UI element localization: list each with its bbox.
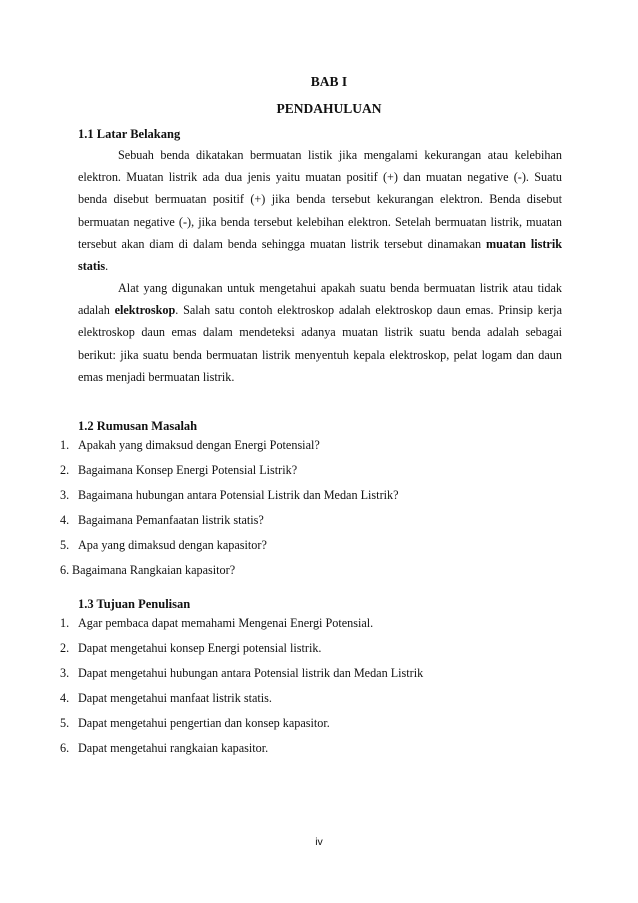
list-item-text: Bagaimana Rangkaian kapasitor? bbox=[72, 563, 236, 577]
bold-term: muatan listrik statis bbox=[78, 236, 562, 274]
list-item-number: 2. bbox=[60, 463, 70, 477]
section-heading-latar-belakang: 1.1 Latar Belakang bbox=[78, 127, 181, 141]
chapter-label: BAB I bbox=[310, 74, 348, 89]
list-item-text: Bagaimana Konsep Energi Potensial Listrik? bbox=[78, 463, 298, 477]
bold-term: elektroskop bbox=[114, 303, 176, 318]
list-item-text: Bagaimana hubungan antara Potensial Listrik dan Medan Listrik? bbox=[78, 488, 399, 502]
list-item-number: 4. bbox=[60, 513, 70, 527]
list-item-number: 4. bbox=[60, 691, 70, 705]
list-item-text: Apakah yang dimaksud dengan Energi Potensial? bbox=[78, 438, 320, 452]
list-item-number: 1. bbox=[60, 616, 70, 630]
list-item-number: 3. bbox=[60, 666, 70, 680]
list-item-number: 6. bbox=[60, 563, 70, 577]
paragraph-1 bbox=[78, 144, 562, 277]
section-heading-tujuan-penulisan: 1.3 Tujuan Penulisan bbox=[78, 597, 191, 611]
paragraph-2 bbox=[78, 277, 562, 388]
section-heading-rumusan-masalah: 1.2 Rumusan Masalah bbox=[78, 419, 198, 433]
list-item-text: Dapat mengetahui konsep Energi potensial listrik. bbox=[78, 641, 322, 655]
paragraph-text: Alat yang digunakan untuk mengetahui apakah suatu benda bermuatan listrik atau tidak adalah bbox=[78, 281, 562, 318]
list-item-text: Apa yang dimaksud dengan kapasitor? bbox=[78, 538, 267, 552]
list-item-text: Dapat mengetahui manfaat listrik statis. bbox=[78, 691, 272, 705]
list-item-text: Dapat mengetahui rangkaian kapasitor. bbox=[78, 741, 269, 755]
paragraph-text: Sebuah benda dikatakan bermuatan listik jika mengalami kekurangan atau kelebihan elektron. Muatan listrik ada dua jenis yaitu muatan positif (+) dan muatan negative (-). Suatu benda disebut bermuatan positif (+) jika benda tersebut kekurangan elektron. Benda disebut bermuatan negative (-), jika benda tersebut kelebihan elektron. Setelah bermuatan listrik, muatan tersebut akan diam di dalam benda sehingga muatan listrik tersebut dinamakan bbox=[78, 148, 562, 251]
chapter-title: PENDAHULUAN bbox=[276, 101, 382, 116]
list-item-text: Agar pembaca dapat memahami Mengenai Energi Potensial. bbox=[78, 616, 374, 630]
list-item-number: 3. bbox=[60, 488, 70, 502]
list-item-text: Dapat mengetahui pengertian dan konsep kapasitor. bbox=[78, 716, 330, 730]
list-item-number: 5. bbox=[60, 716, 70, 730]
list-item-text: Dapat mengetahui hubungan antara Potensial listrik dan Medan Listrik bbox=[78, 666, 424, 680]
paragraph-text: . bbox=[105, 259, 109, 274]
paragraph-text: . Salah satu contoh elektroskop adalah elektroskop daun emas. Prinsip kerja elektroskop daun emas dalam mendeteksi adanya muatan listrik suatu benda adalah sebagai berikut: jika suatu benda bermuatan listrik menyentuh kepala elektroskop, pelat logam dan daun emas menjadi bermuatan listrik. bbox=[78, 303, 562, 384]
list-item-number: 6. bbox=[60, 741, 70, 755]
list-item-text: Bagaimana Pemanfaatan listrik statis? bbox=[78, 513, 264, 527]
list-item-number: 1. bbox=[60, 438, 70, 452]
list-item-number: 2. bbox=[60, 641, 70, 655]
page-number: iv bbox=[315, 836, 323, 848]
list-item-number: 5. bbox=[60, 538, 70, 552]
